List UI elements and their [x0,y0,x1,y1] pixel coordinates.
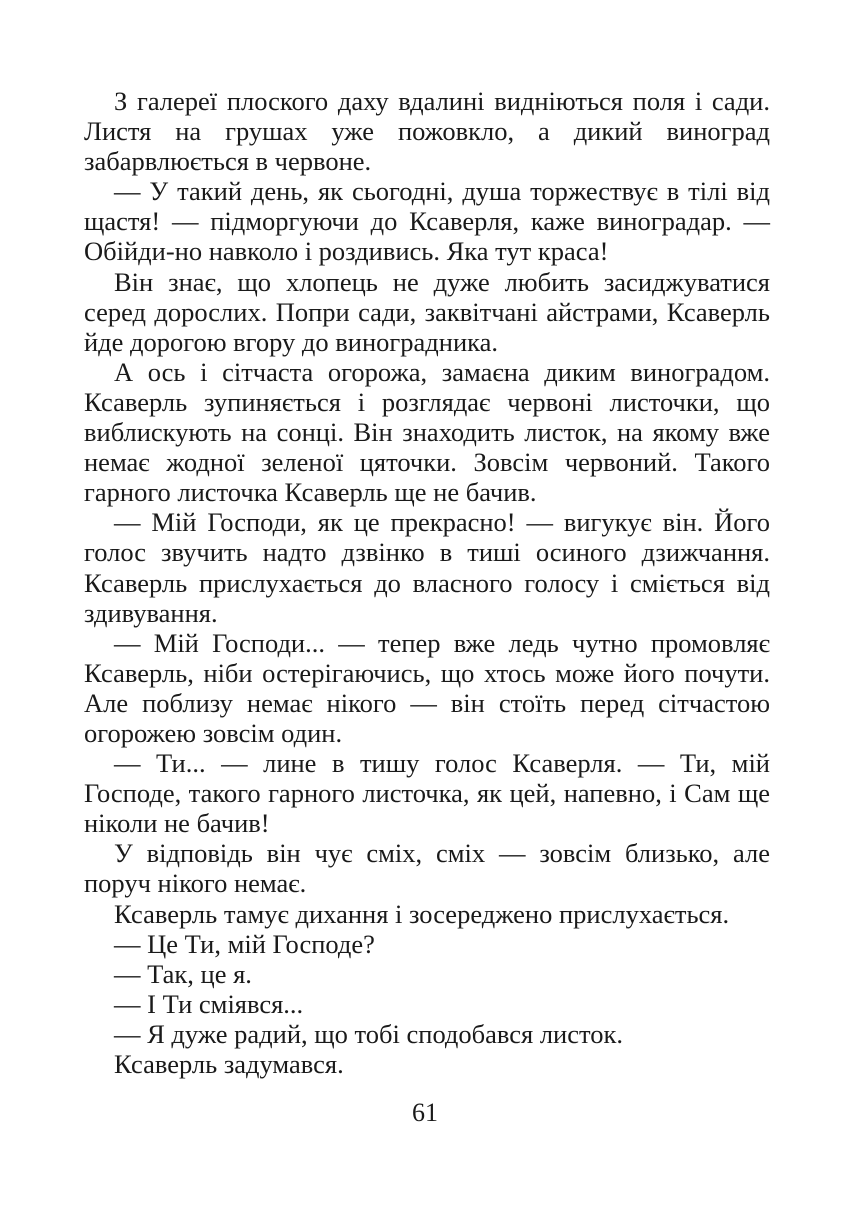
paragraph: — Мій Господи, як це прекрасно! — вигукує він. Його голос звучить надто дзвінко в тиші осиного дзижчання. Ксаверль прислухається до власного голосу і сміється від здивування. [84,507,770,628]
paragraph: — У такий день, як сьогодні, душа торжествує в тілі від щастя! — підморгуючи до Ксаверля, каже виноградар. — Обійди-но навколо і роздивись. Яка тут краса! [84,176,770,267]
paragraph: А ось і сітчаста огорожа, замаєна диким виноградом. Ксаверль зупиняється і розглядає червоні листочки, що виблискують на сонці. Він знаходить листок, на якому вже немає жодної зеленої цяточки. Зовсім червоний. Такого гарного листочка Ксаверль ще не бачив. [84,356,770,508]
paragraph: — Ти... — лине в тишу голос Ксаверля. — Ти, мій Господе, такого гарного листочка, як цей, напевно, і Сам ще ніколи не бачив! [84,748,770,839]
paragraph: — Мій Господи... — тепер вже ледь чутно промовляє Ксаверль, ніби остерігаючись, що хтось може його почути. Але поблизу немає нікого — він стоїть перед сітчастою огорожею зовсім один. [84,627,770,748]
paragraph: З галереї плоского даху вдалині видніються поля і сади. Листя на грушах уже пожовкло, а дикий виноград забарвлюється в червоне. [84,86,770,177]
paragraph: — Так, це я. [114,958,252,989]
paragraph: Ксаверль задумався. [114,1049,344,1079]
paragraph: — Це Ти, мій Господе? [114,928,375,959]
page-body [84,86,770,1079]
paragraph: Ксаверль тамує дихання і зосереджено прислухається. [114,898,730,929]
paragraph: — І Ти сміявся... [114,988,304,1019]
paragraph: — Я дуже радий, що тобі сподобався листок. [114,1018,623,1049]
paragraph: Він знає, що хлопець не дуже любить засиджуватися серед дорослих. Попри сади, заквітчані айстрами, Ксаверль йде дорогою вгору до виноградника. [84,266,770,357]
paragraph: У відповідь він чує сміх, сміх — зовсім близько, але поруч нікого немає. [84,838,770,899]
page-number: 61 [412,1098,438,1127]
